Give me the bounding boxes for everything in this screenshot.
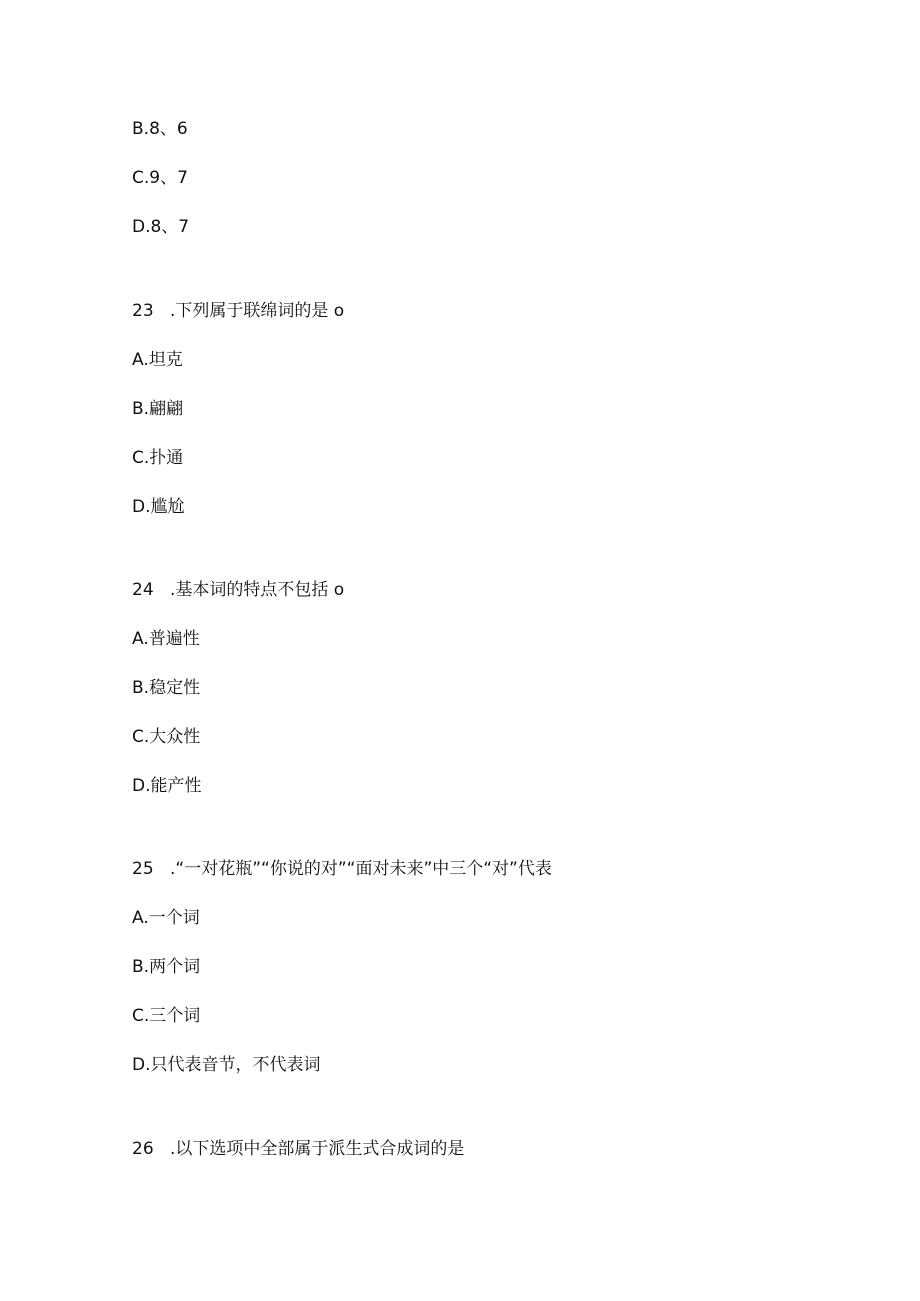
- question-text: .下列属于联绵词的是 o: [170, 301, 345, 321]
- option-c: C.扑通: [132, 448, 184, 468]
- option-d: D.尴尬: [132, 497, 185, 517]
- question-number: 23: [132, 301, 154, 321]
- option-d: D.只代表音节，不代表词: [132, 1055, 321, 1075]
- option-b: B.稳定性: [132, 678, 201, 698]
- option-c: C.大众性: [132, 727, 201, 747]
- option-b: B.8、6: [132, 119, 188, 139]
- question-text: .“一对花瓶”“你说的对”“面对未来”中三个“对”代表: [170, 859, 552, 879]
- question-26: [132, 1138, 464, 1160]
- option-c: C.三个词: [132, 1006, 201, 1026]
- option-b: B.两个词: [132, 957, 201, 977]
- question-text: .基本词的特点不包括 o: [170, 580, 345, 600]
- question-25: [132, 858, 552, 880]
- question-text: .以下选项中全部属于派生式合成词的是: [170, 1139, 465, 1159]
- option-a: A.一个词: [132, 908, 200, 928]
- question-number: 26: [132, 1139, 154, 1159]
- option-b: B.翩翩: [132, 399, 184, 419]
- question-number: 25: [132, 859, 154, 879]
- option-a: A.坦克: [132, 350, 183, 370]
- question-number: 24: [132, 580, 154, 600]
- option-c: C.9、7: [132, 168, 188, 188]
- option-a: A.普遍性: [132, 629, 200, 649]
- question-24: [132, 579, 344, 601]
- option-d: D.8、7: [132, 217, 190, 237]
- option-d: D.能产性: [132, 776, 202, 796]
- question-23: [132, 300, 344, 322]
